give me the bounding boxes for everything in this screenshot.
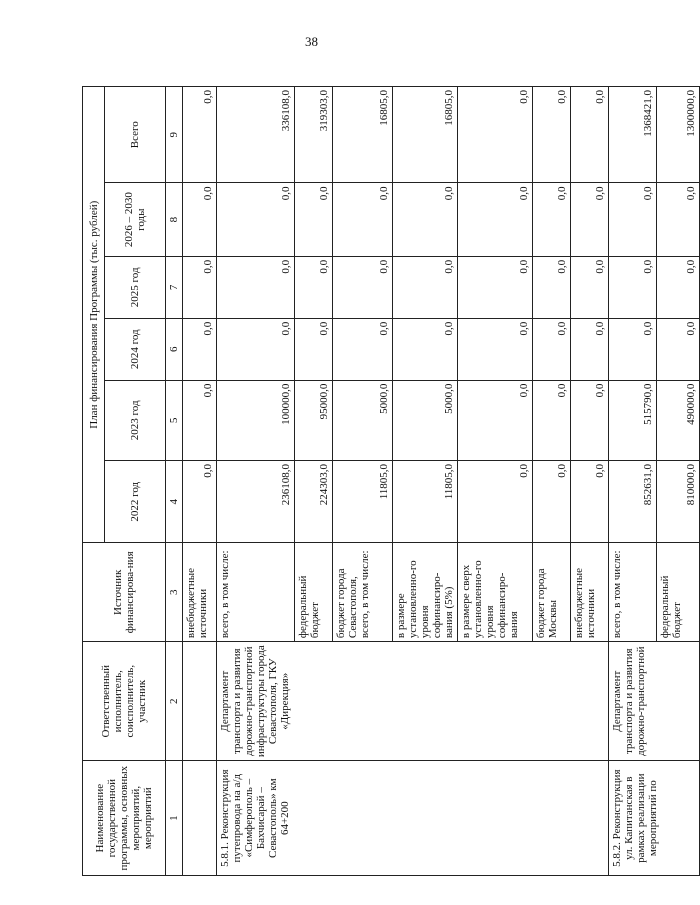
value-cell: 0,0 [657,256,700,318]
value-cell: 0,0 [183,87,217,183]
funding-source-cell: бюджет города Севастополя, всего, в том числе: [333,543,393,642]
responsible-cell: Департамент транспорта и развития дорожно-транспортной инфраструктуры города Севастополя, ГКУ «Дирекция» [217,642,609,761]
table-row [609,87,657,876]
value-cell: 0,0 [533,87,571,183]
header-year: 2023 год [105,380,166,460]
column-number-row [166,87,183,876]
value-cell: 0,0 [295,256,333,318]
header-year: 2024 год [105,318,166,380]
value-cell: 5000,0 [393,380,458,460]
value-cell: 0,0 [533,318,571,380]
funding-source-cell: в размере установленно-го уровня софинансиро-вания (5%) [393,543,458,642]
header-year: 2022 год [105,460,166,543]
value-cell: 319303,0 [295,87,333,183]
value-cell: 0,0 [333,183,393,256]
value-cell: 1368421,0 [609,87,657,183]
value-cell: 810000,0 [657,460,700,543]
table-row [183,87,217,876]
value-cell: 11805,0 [333,460,393,543]
column-number: 1 [166,761,183,876]
value-cell: 16805,0 [333,87,393,183]
value-cell: 1300000,0 [657,87,700,183]
value-cell: 0,0 [571,460,609,543]
value-cell: 100000,0 [217,380,295,460]
responsible-cell: Департамент транспорта и развития дорожно-транспортной [609,642,700,761]
value-cell: 0,0 [183,256,217,318]
value-cell: 336108,0 [217,87,295,183]
header-col1: Наименование государственной программы, основных мероприятий, мероприятий [83,761,166,876]
value-cell: 95000,0 [295,380,333,460]
value-cell: 224303,0 [295,460,333,543]
value-cell: 0,0 [217,256,295,318]
value-cell: 0,0 [217,183,295,256]
column-number: 8 [166,183,183,256]
value-cell: 0,0 [458,318,533,380]
value-cell: 0,0 [295,318,333,380]
header-total: Всего [105,87,166,183]
value-cell: 0,0 [657,318,700,380]
value-cell: 0,0 [458,183,533,256]
value-cell: 0,0 [571,380,609,460]
value-cell: 5000,0 [333,380,393,460]
responsible-cell [183,642,217,761]
measure-name-cell [183,761,217,876]
value-cell: 0,0 [571,318,609,380]
value-cell: 852631,0 [609,460,657,543]
funding-source-cell: в размере сверх установленно-го уровня софинансиро-вания [458,543,533,642]
value-cell: 0,0 [533,256,571,318]
value-cell: 0,0 [657,183,700,256]
column-number: 3 [166,543,183,642]
value-cell: 0,0 [183,318,217,380]
value-cell: 11805,0 [393,460,458,543]
column-number: 9 [166,87,183,183]
column-number: 5 [166,380,183,460]
value-cell: 0,0 [333,256,393,318]
table-row [217,87,295,876]
funding-source-cell: всего, в том числе: [609,543,657,642]
value-cell: 0,0 [533,460,571,543]
funding-source-cell: федеральный бюджет [657,543,700,642]
value-cell: 0,0 [609,318,657,380]
header-col3: Источник финансирова-ния [83,543,166,642]
value-cell: 0,0 [533,380,571,460]
header-year: 2026 – 2030 годы [105,183,166,256]
column-number: 6 [166,318,183,380]
value-cell: 0,0 [183,380,217,460]
funding-source-cell: внебюджетные источники [183,543,217,642]
header-year: 2025 год [105,256,166,318]
value-cell: 0,0 [393,256,458,318]
header-row-1 [83,87,105,876]
value-cell: 0,0 [217,318,295,380]
column-number: 7 [166,256,183,318]
value-cell: 0,0 [393,183,458,256]
value-cell: 0,0 [609,183,657,256]
value-cell: 0,0 [393,318,458,380]
funding-source-cell: внебюджетные источники [571,543,609,642]
value-cell: 0,0 [333,318,393,380]
value-cell: 515790,0 [609,380,657,460]
header-plan: План финансирования Программы (тыс. рублей) [83,87,105,543]
value-cell: 0,0 [458,87,533,183]
measure-name-cell: 5.8.2. Реконструкция ул. Капитанская в рамках реализации мероприятий по [609,761,700,876]
value-cell: 0,0 [458,380,533,460]
page-number: 38 [305,34,318,49]
value-cell: 16805,0 [393,87,458,183]
value-cell: 0,0 [571,87,609,183]
value-cell: 490000,0 [657,380,700,460]
value-cell: 0,0 [183,183,217,256]
header-col2: Ответственный исполнитель, соисполнитель, участник [83,642,166,761]
funding-source-cell: всего, в том числе: [217,543,295,642]
value-cell: 236108,0 [217,460,295,543]
value-cell: 0,0 [609,256,657,318]
value-cell: 0,0 [571,256,609,318]
value-cell: 0,0 [458,256,533,318]
column-number: 2 [166,642,183,761]
measure-name-cell: 5.8.1. Реконструкция путепровода на а/д «Симферополь – Бахчисарай – Севастополь» км 64+200 [217,761,609,876]
value-cell: 0,0 [183,460,217,543]
funding-source-cell: федеральный бюджет [295,543,333,642]
value-cell: 0,0 [295,183,333,256]
rotated-table-wrapper [82,86,697,876]
funding-source-cell: бюджет города Москвы [533,543,571,642]
value-cell: 0,0 [458,460,533,543]
value-cell: 0,0 [533,183,571,256]
value-cell: 0,0 [571,183,609,256]
financing-table [82,86,700,876]
column-number: 4 [166,460,183,543]
